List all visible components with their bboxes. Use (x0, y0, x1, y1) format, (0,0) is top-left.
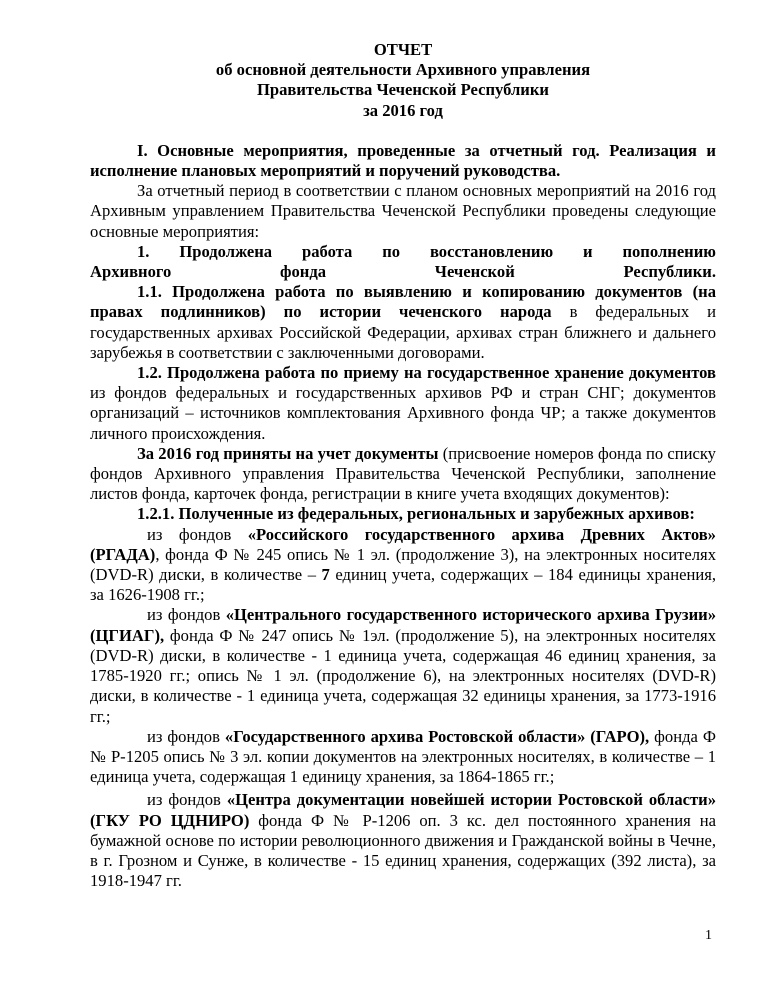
report-subtitle-line-2: Правительства Чеченской Республики (257, 80, 549, 100)
rgada-paragraph: из фондов «Российского государственного архива Древних Актов» (РГАДА), фонда Ф № 245 опись № 1 эл. (продолжение 3), на электронных носителях (DVD-R) диски, в количестве – 7 единиц учета, содержащих – 184 единицы хранения, за 1626-1908 гг.; (90, 524, 716, 605)
item-1-2-paragraph: 1.2. Продолжена работа по приему на государственное хранение документов из фондов федеральных и государственных архивов РФ и стран СНГ; документов организаций – источников комплектования Архивного фонда ЧР; а также документов личного происхождения. (90, 363, 716, 443)
accounting-paragraph: За 2016 год приняты на учет документы (присвоение номеров фонда по списку фондов Архивного управления Правительства Чеченской Республики, заполнение листов фонда, карточек фонда, регистрации в книге учета входящих документов): (90, 443, 716, 504)
spacer (90, 121, 716, 141)
item-1-heading: 1. Продолжена работа по восстановлению и пополнению Архивного фонда Чеченской Республики. (90, 241, 716, 282)
tsgiag-paragraph: из фондов «Центрального государственного исторического архива Грузии» (ЦГИАГ), фонда Ф № 247 опись № 1эл. (продолжение 5), на электронных носителях (DVD-R) диски, в количестве - 1 единица учета, содержащая 46 единиц хранения, за 1785-1920 гг.; опись № 1 эл. (продолжение 6), на электронных носителях (DVD-R) диски, в количестве - 1 единица учета, содержащая 32 единицы хранения, за 1773-1916 гг.; (90, 605, 716, 726)
item-1-1-paragraph: 1.1. Продолжена работа по выявлению и копированию документов (на правах подлинников) по истории чеченского народа в федеральных и государственных архивах Российской Федерации, архивах стран ближнего и дальнего зарубежья в соответствии с заключенными договорами. (90, 282, 716, 362)
garo-paragraph: из фондов «Государственного архива Ростовской области» (ГАРО), фонда Ф № Р-1205 опись № 3 эл. копии документов на электронных носителях, в количестве – 1 единица учета, содержащая 1 единицу хранения, за 1864-1865 гг.; (90, 726, 716, 787)
section-1-intro: За отчетный период в соответствии с планом основных мероприятий на 2016 год Архивным управлением Правительства Чеченской Республики проведены следующие основные мероприятия: (90, 181, 716, 241)
page-number: 1 (705, 928, 712, 943)
report-subtitle-line-1: об основной деятельности Архивного управления (215, 60, 591, 80)
document-body (90, 40, 716, 891)
report-year: за 2016 год (363, 100, 443, 120)
item-1-2-1-heading: 1.2.1. Полученные из федеральных, региональных и зарубежных архивов: (137, 504, 695, 524)
tsdniro-paragraph: из фондов «Центра документации новейшей истории Ростовской области» (ГКУ РО ЦДНИРО) фонда Ф № Р-1206 оп. 3 кс. дел постоянного хранения на бумажной основе по истории революционного движения и Гражданской войны в Чечне, в г. Грозном и Сунже, в количестве - 15 единиц хранения, содержащих (392 листа), за 1918-1947 гг. (90, 790, 716, 891)
section-1-heading: I. Основные мероприятия, проведенные за отчетный год. Реализация и исполнение плановых мероприятий и поручений руководства. (90, 140, 716, 181)
report-title: ОТЧЕТ (373, 40, 433, 59)
